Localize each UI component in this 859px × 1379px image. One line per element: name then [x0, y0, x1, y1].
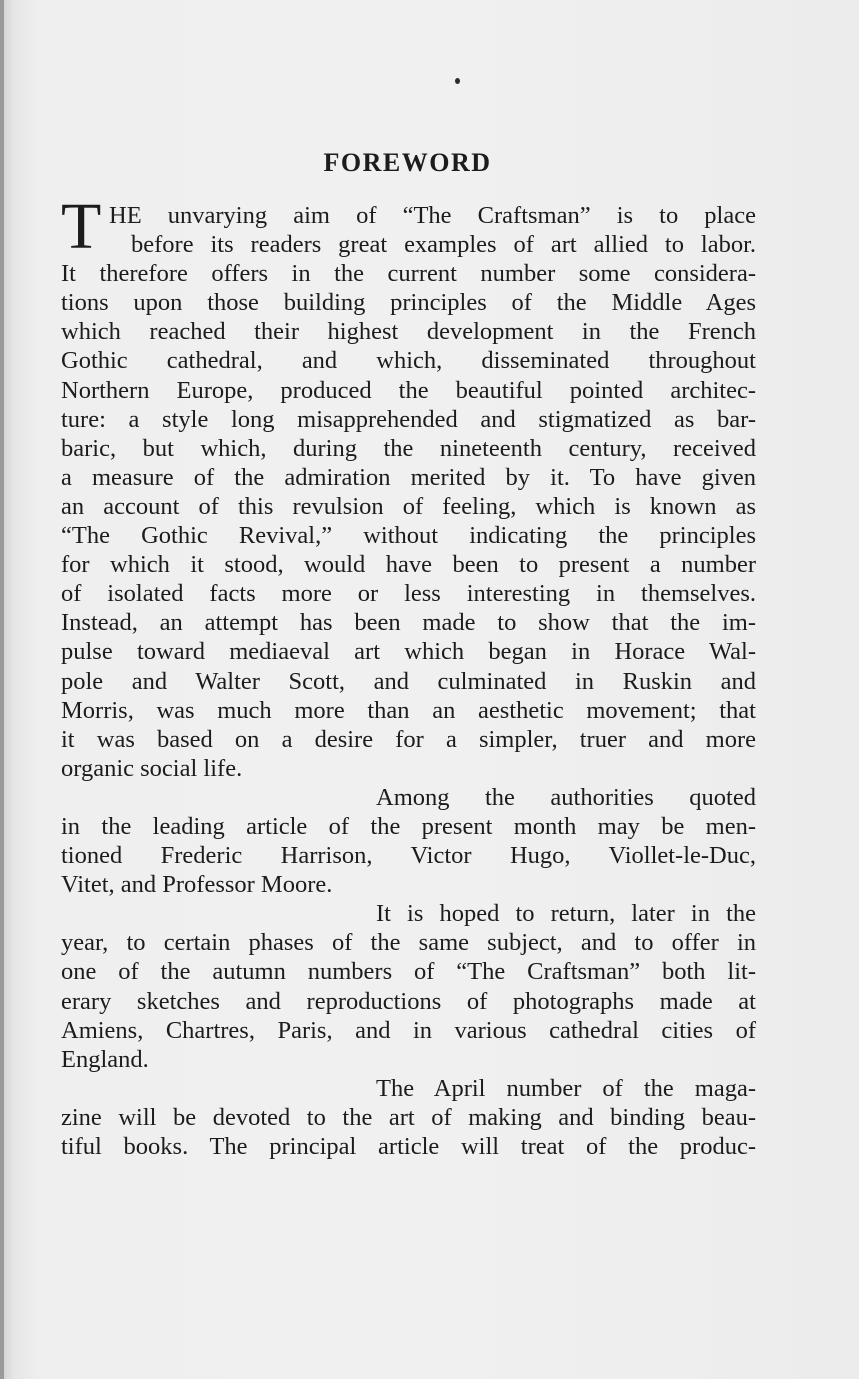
- text-line: tions upon those building principles of the Middle Ages: [61, 289, 756, 317]
- text-line: which reached their highest development in the French: [61, 318, 756, 346]
- text-line: It is hoped to return, later in the: [376, 900, 756, 928]
- spine-shadow: [0, 0, 4, 1379]
- text-line: it was based on a desire for a simpler, truer and more: [61, 725, 756, 753]
- text-line: Morris, was much more than an aesthetic movement; that: [61, 696, 756, 724]
- text-line: an account of this revulsion of feeling, which is known as: [61, 492, 756, 520]
- text-line: Amiens, Chartres, Paris, and in various cathedral cities of: [61, 1016, 756, 1044]
- text-line: a measure of the admiration merited by it. To have given: [61, 463, 756, 491]
- text-line: ture: a style long misapprehended and stigmatized as bar-: [61, 405, 756, 433]
- text-line: of isolated facts more or less interesting in themselves.: [61, 580, 756, 608]
- text-line: Northern Europe, produced the beautiful pointed architec-: [61, 376, 756, 404]
- text-line: in the leading article of the present month may be men-: [61, 812, 756, 840]
- text-line: Gothic cathedral, and which, disseminated throughout: [61, 347, 756, 375]
- text-line: Vitet, and Professor Moore.: [61, 871, 333, 899]
- text-line: pole and Walter Scott, and culminated in Ruskin and: [61, 667, 756, 695]
- text-line: baric, but which, during the nineteenth century, received: [61, 434, 756, 462]
- text-line: year, to certain phases of the same subject, and to offer in: [61, 929, 756, 957]
- text-line: one of the autumn numbers of “The Craftsman” both lit-: [61, 958, 756, 986]
- text-line: for which it stood, would have been to present a number: [61, 551, 756, 579]
- text-line: Among the authorities quoted: [376, 783, 756, 811]
- text-line: England.: [61, 1045, 149, 1073]
- text-line: HE unvarying aim of “The Craftsman” is to place: [109, 202, 756, 229]
- text-line: pulse toward mediaeval art which began in Horace Wal-: [61, 638, 756, 666]
- text-line: The April number of the maga-: [376, 1074, 756, 1102]
- text-line: before its readers great examples of art allied to labor.: [131, 231, 756, 259]
- text-line: Instead, an attempt has been made to show that the im-: [61, 609, 756, 637]
- ink-dot: [455, 78, 460, 84]
- text-line: It therefore offers in the current number some considera-: [61, 260, 756, 288]
- text-line: “The Gothic Revival,” without indicating the principles: [61, 522, 756, 550]
- text-line: tioned Frederic Harrison, Victor Hugo, Viollet-le-Duc,: [61, 842, 756, 870]
- foreword-text: [61, 201, 756, 1161]
- page-title: FOREWORD: [323, 148, 492, 177]
- text-line: tiful books. The principal article will treat of the produc-: [61, 1133, 756, 1160]
- text-line: zine will be devoted to the art of making and binding beau-: [61, 1103, 756, 1131]
- drop-cap: T: [61, 190, 102, 263]
- text-line: organic social life.: [61, 754, 243, 782]
- text-line: erary sketches and reproductions of photographs made at: [61, 987, 756, 1015]
